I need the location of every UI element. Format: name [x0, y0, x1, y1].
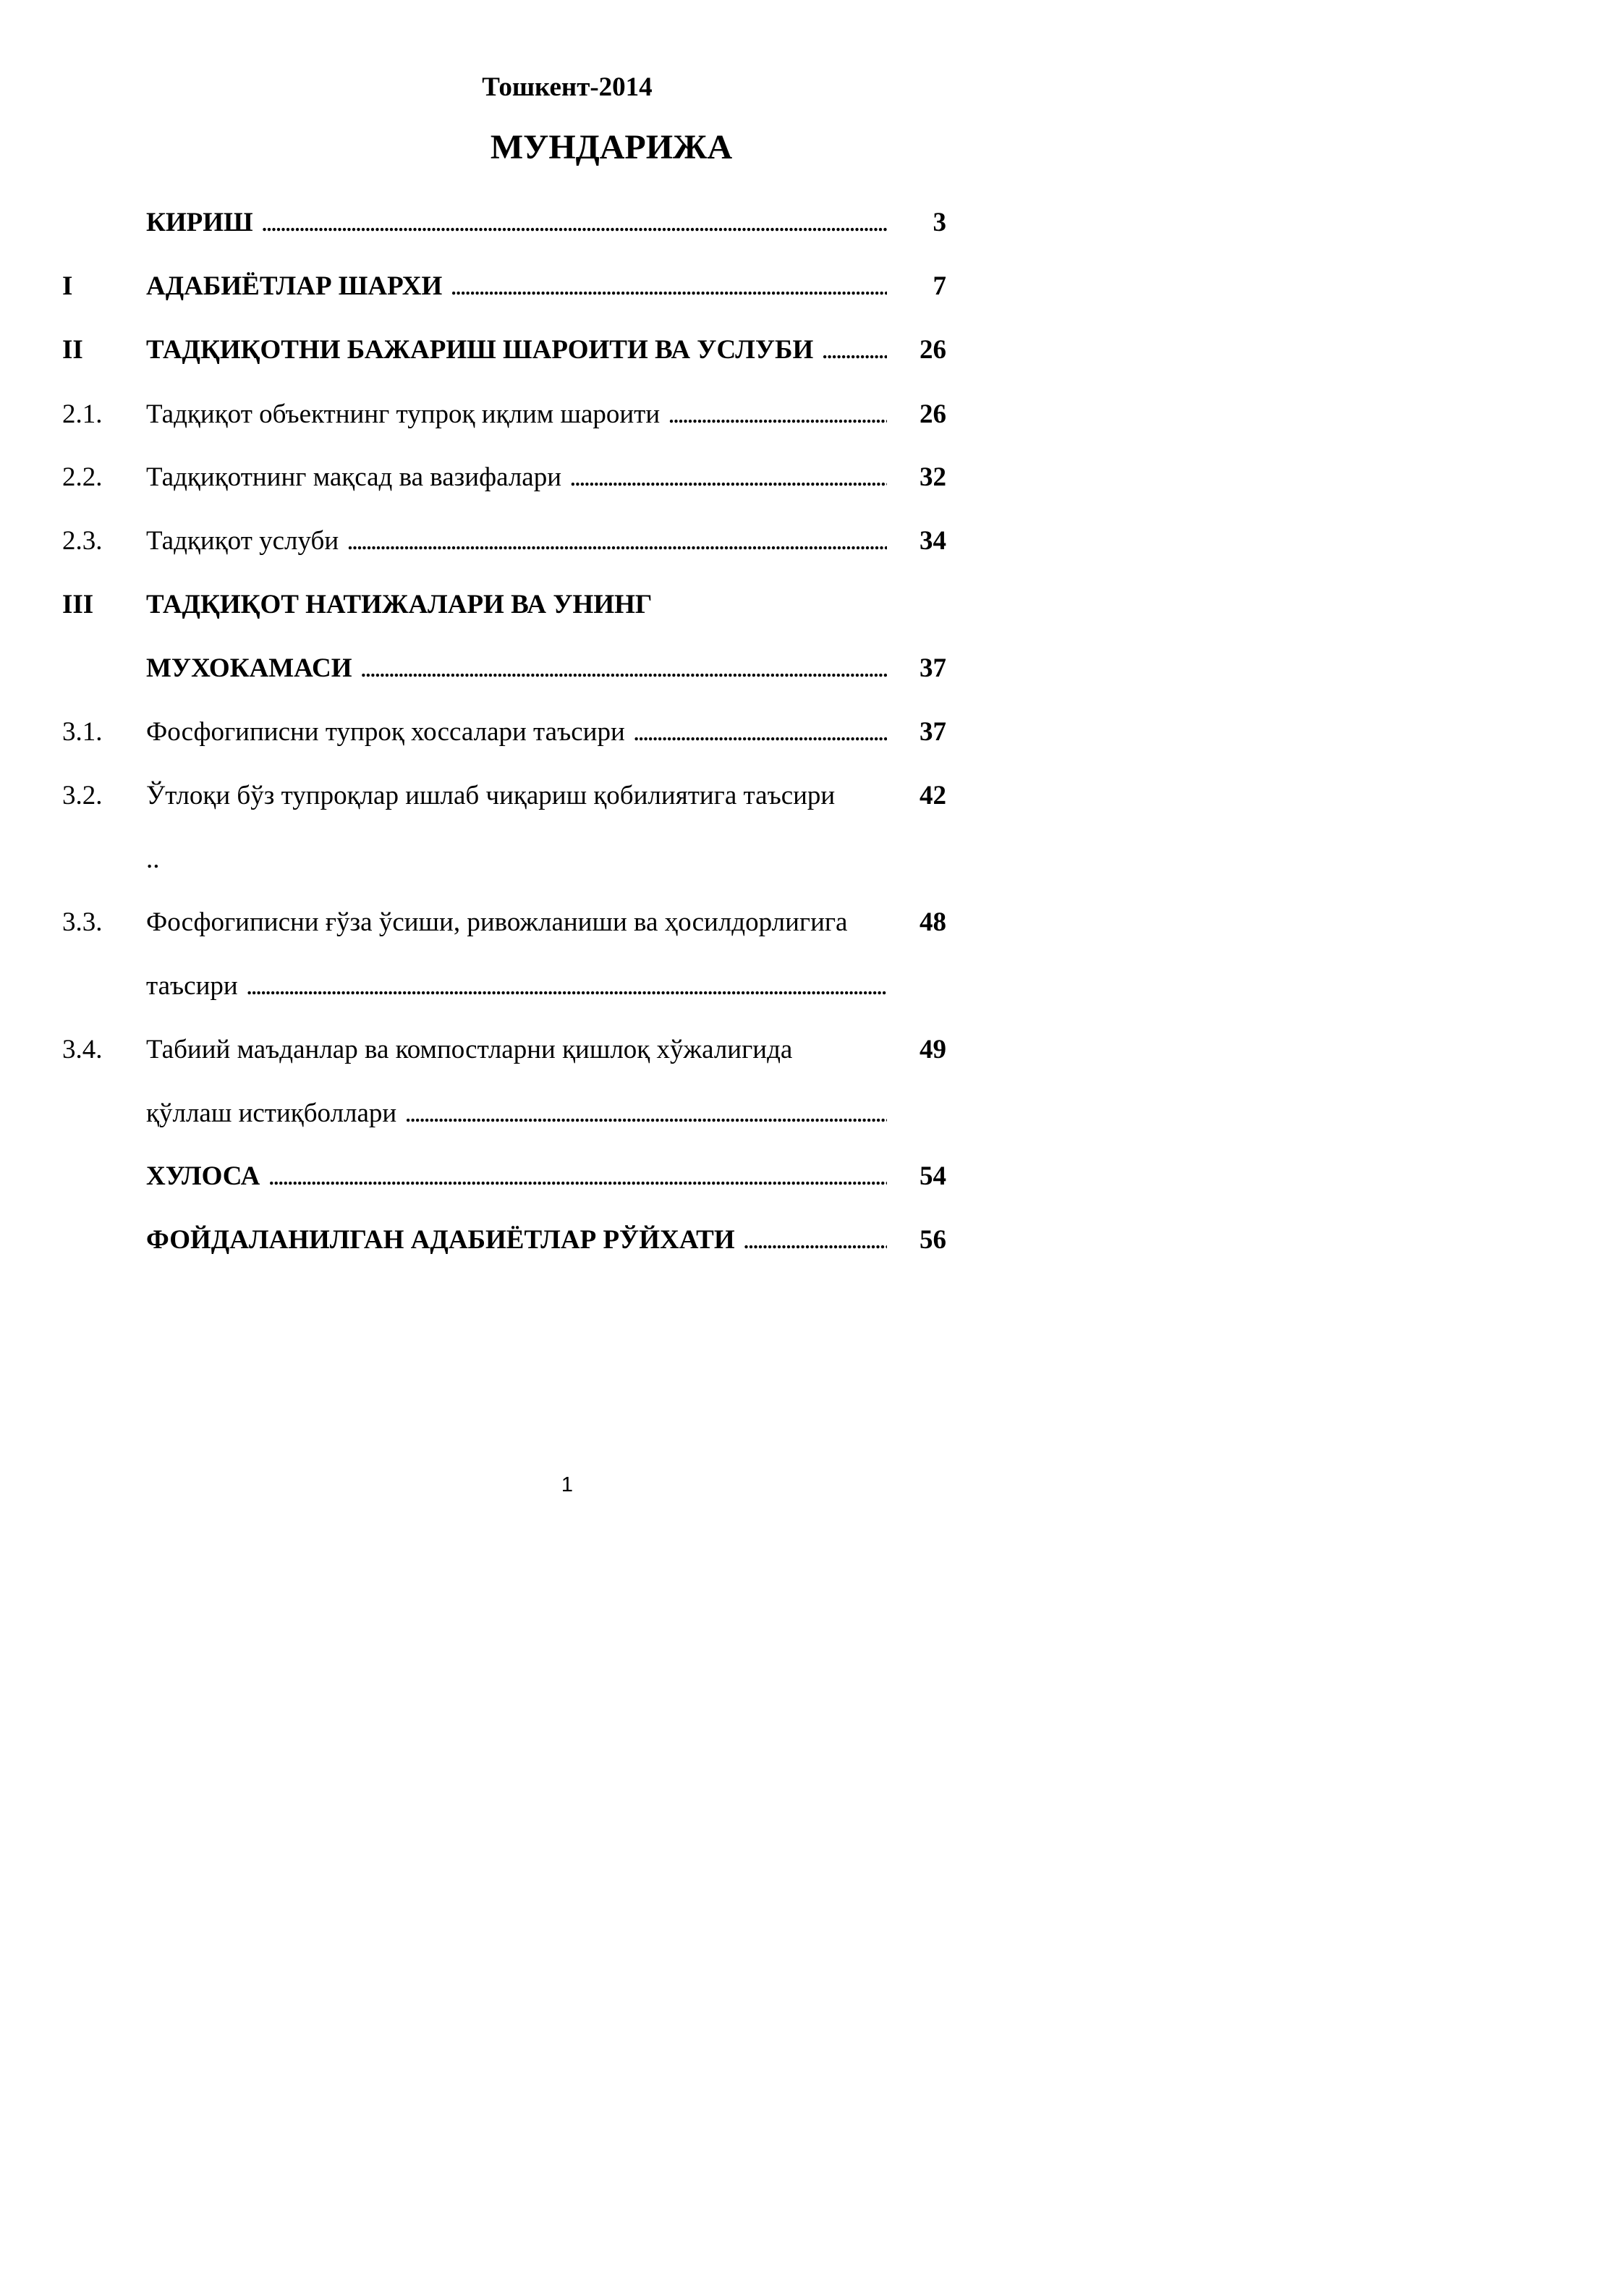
toc-entry-chapter-3-cont[interactable] — [0, 647, 1013, 690]
toc-entry-title-continued: МУХОКАМАСИ — [146, 653, 358, 683]
toc-entry-title: ТАДҚИҚОТНИ БАЖАРИШ ШАРОИТИ ВА УСЛУБИ — [146, 335, 819, 365]
toc-entry-chapter-1[interactable] — [0, 265, 1013, 308]
toc-entry-page: 26 — [920, 335, 946, 365]
toc-entry-page: 42 — [920, 781, 946, 810]
toc-entry-chapter-3[interactable] — [0, 583, 1013, 627]
toc-entry-number: II — [62, 335, 83, 365]
toc-entry-page: 7 — [933, 271, 946, 301]
toc-entry-title: Фосфогиписни тупроқ хоссалари таъсири — [146, 717, 631, 747]
toc-entry-title: ТАДҚИҚОТ НАТИЖАЛАРИ ВА УНИНГ — [146, 590, 658, 619]
toc-entry-section-3-4-cont[interactable] — [0, 1092, 1013, 1135]
toc-entry-number: 2.2. — [62, 462, 103, 492]
toc-entry-page: 48 — [920, 907, 946, 937]
toc-entry-page: 54 — [920, 1161, 946, 1191]
toc-entry-number: 3.4. — [62, 1035, 103, 1064]
toc-entry-section-3-3-cont[interactable] — [0, 965, 1013, 1008]
toc-entry-introduction[interactable] — [0, 201, 1013, 245]
toc-entry-page: 32 — [920, 462, 946, 492]
toc-entry-title: КИРИШ — [146, 208, 259, 237]
toc-entry-page: 37 — [920, 717, 946, 747]
toc-entry-title-continued: таъсири — [146, 971, 244, 1001]
toc-entry-page: 26 — [920, 399, 946, 429]
toc-entry-section-2-1[interactable] — [0, 393, 1013, 436]
toc-entry-section-2-3[interactable] — [0, 520, 1013, 563]
toc-entry-number: 3.3. — [62, 907, 103, 937]
toc-entry-title: ХУЛОСА — [146, 1161, 266, 1191]
toc-entry-page: 3 — [933, 208, 946, 237]
toc-entry-number: III — [62, 590, 94, 619]
toc-entry-section-3-2-cont[interactable] — [0, 838, 1013, 881]
page-number: 1 — [561, 1473, 574, 1496]
toc-entry-section-3-2[interactable] — [0, 774, 1013, 818]
toc-entry-title: АДАБИЁТЛАР ШАРХИ — [146, 271, 448, 301]
toc-entry-page: 34 — [920, 526, 946, 556]
toc-entry-title: Фосфогиписни ғўза ўсиши, ривожланиши ва ҳосилдорлигига — [146, 907, 853, 937]
toc-entry-title-continued: .. — [146, 844, 166, 874]
toc-entry-number: 2.3. — [62, 526, 103, 556]
toc-entry-references[interactable] — [0, 1219, 1013, 1262]
toc-entry-number: 3.1. — [62, 717, 103, 747]
toc-entry-chapter-2[interactable] — [0, 329, 1013, 372]
toc-entry-page: 49 — [920, 1035, 946, 1064]
toc-entry-number: I — [62, 271, 73, 301]
toc-entry-title: Тадқиқот объектнинг тупроқ иқлим шароити — [146, 399, 666, 429]
toc-entry-section-3-3[interactable] — [0, 901, 1013, 944]
toc-entry-title: ФОЙДАЛАНИЛГАН АДАБИЁТЛАР РЎЙХАТИ — [146, 1225, 741, 1255]
toc-entry-section-2-2[interactable] — [0, 456, 1013, 499]
toc-entry-section-3-4[interactable] — [0, 1028, 1013, 1072]
toc-entry-number: 3.2. — [62, 781, 103, 810]
toc-entry-page: 37 — [920, 653, 946, 683]
toc-entry-conclusion[interactable] — [0, 1155, 1013, 1198]
toc-entry-section-3-1[interactable] — [0, 711, 1013, 754]
page-title: МУНДАРИЖА — [490, 128, 733, 166]
toc-entry-title: Табиий маъданлар ва компостларни қишлоқ хўжалигида — [146, 1035, 798, 1064]
toc-entry-number: 2.1. — [62, 399, 103, 429]
toc-entry-title: Тадқиқотнинг мақсад ва вазифалари — [146, 462, 567, 492]
toc-entry-page: 56 — [920, 1225, 946, 1255]
toc-entry-title-continued: қўллаш истиқболлари — [146, 1098, 402, 1128]
toc-entry-title: Тадқиқот услуби — [146, 526, 344, 556]
toc-entry-title: Ўтлоқи бўз тупроқлар ишлаб чиқариш қобилиятига таъсири — [146, 781, 841, 810]
city-year: Тошкент-2014 — [482, 72, 653, 102]
